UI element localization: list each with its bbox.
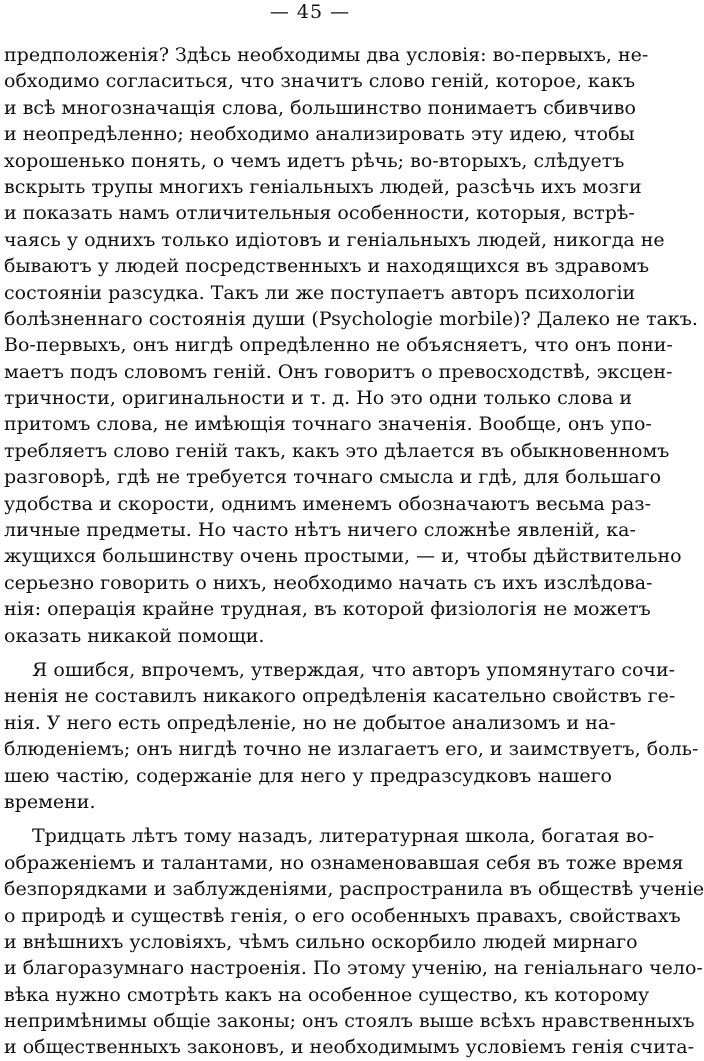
text-line: жущихся большинству очень простыми, — и, чтобы дѣйствительно bbox=[4, 545, 682, 568]
text-line: ненія не составилъ никакого опредѣленія касательно свойствъ ге- bbox=[4, 685, 676, 708]
paragraph-gap bbox=[4, 815, 612, 823]
text-line: и показать намъ отличительныя особенности, которыя, встрѣ- bbox=[4, 202, 635, 225]
text-line: времени. bbox=[4, 790, 96, 813]
text-line: ображеніемъ и талантами, но ознаменовавшая себя въ тоже время bbox=[4, 851, 684, 874]
text-line: и неопредѣленно; необходимо анализировать эту идею, чтобы bbox=[4, 123, 635, 146]
text-line: Я ошибся, впрочемъ, утверждая, что авторъ упомянутаго сочи- bbox=[32, 658, 676, 681]
text-line: Во-первыхъ, онъ нигдѣ опредѣленно не объясняетъ, что онъ пони- bbox=[4, 334, 673, 357]
text-line: вскрыть трупы многихъ геніальныхъ людей, разсѣчь ихъ мозги bbox=[4, 175, 642, 198]
body-text bbox=[4, 42, 704, 1061]
text-line: разговорѣ, гдѣ не требуется точнаго смысла и гдѣ, для большаго bbox=[4, 466, 662, 489]
text-line: болѣзненнаго состоянія души (Psychologie morbile)? Далеко не такъ. bbox=[4, 307, 698, 330]
text-line: оказать никакой помощи. bbox=[4, 624, 265, 647]
text-line: нія. У него есть опредѣленіе, но не добытое анализомъ и на- bbox=[4, 711, 616, 734]
paragraph bbox=[4, 823, 704, 1061]
text-line: и всѣ многозначащія слова, большинство понимаетъ сбивчиво bbox=[4, 96, 636, 119]
text-line: личные предметы. Но часто нѣтъ ничего сложнѣе явленій, ка- bbox=[4, 519, 636, 542]
text-line: и общественныхъ законовъ, и необходимымъ условіемъ генія счита- bbox=[4, 1036, 695, 1059]
text-line: обходимо согласиться, что значитъ слово геній, которое, какъ bbox=[4, 70, 636, 93]
paragraph-gap bbox=[4, 649, 612, 657]
text-line: безпорядками и заблужденіями, распространила въ обществѣ ученіе bbox=[4, 878, 704, 901]
text-line: нія: операція крайне трудная, въ которой физіологія не можетъ bbox=[4, 598, 651, 621]
text-line: предположенія? Здѣсь необходимы два условія: во-первыхъ, не- bbox=[4, 44, 649, 66]
text-line: серьезно говорить о нихъ, необходимо начать съ ихъ изслѣдова- bbox=[4, 571, 653, 594]
text-line: непримѣнимы общіе законы; онъ стоялъ выше всѣхъ нравственныхъ bbox=[4, 1010, 695, 1033]
text-line: шею частію, содержаніе для него у предразсудковъ нашего bbox=[4, 764, 612, 787]
paragraph bbox=[4, 42, 698, 649]
text-line: притомъ слова, не имѣющія точнаго значенія. Вообще, онъ упо- bbox=[4, 413, 652, 436]
text-line: хорошенько понять, о чемъ идетъ рѣчь; во-вторыхъ, слѣдуетъ bbox=[4, 149, 625, 172]
text-line: бываютъ у людей посредственныхъ и находящихся въ здравомъ bbox=[4, 255, 650, 278]
text-line: и внѣшнихъ условіяхъ, чѣмъ сильно оскорбило людей мирнаго bbox=[4, 930, 638, 953]
text-line: блюденіемъ; онъ нигдѣ точно не излагаетъ его, и заимствуетъ, боль- bbox=[4, 738, 699, 761]
text-line: состояніи разсудка. Такъ ли же поступаетъ авторъ психологіи bbox=[4, 281, 636, 304]
text-line: маетъ подъ словомъ геній. Онъ говоритъ о превосходствѣ, эксцен- bbox=[4, 360, 673, 383]
text-line: и благоразумнаго настроенія. По этому ученію, на геніальнаго чело- bbox=[4, 957, 703, 980]
paragraph bbox=[4, 657, 699, 815]
text-line: требляетъ слово геній такъ, какъ это дѣлается въ обыкновенномъ bbox=[4, 439, 670, 462]
text-line: вѣка нужно смотрѣть какъ на особенное существо, къ которому bbox=[4, 983, 650, 1006]
text-line: тричности, оригинальности и т. д. Но это одни только слова и bbox=[4, 387, 632, 410]
page-number: — 45 — bbox=[269, 1, 351, 23]
text-line: чаясь у однихъ только идіотовъ и геніальныхъ людей, никогда не bbox=[4, 228, 665, 251]
text-line: о природѣ и существѣ генія, о его особенныхъ правахъ, свойствахъ bbox=[4, 904, 681, 927]
text-line: удобства и скорости, однимъ именемъ обозначаютъ весьма раз- bbox=[4, 492, 652, 515]
text-line: Тридцать лѣтъ тому назадъ, литературная школа, богатая во- bbox=[32, 825, 655, 848]
